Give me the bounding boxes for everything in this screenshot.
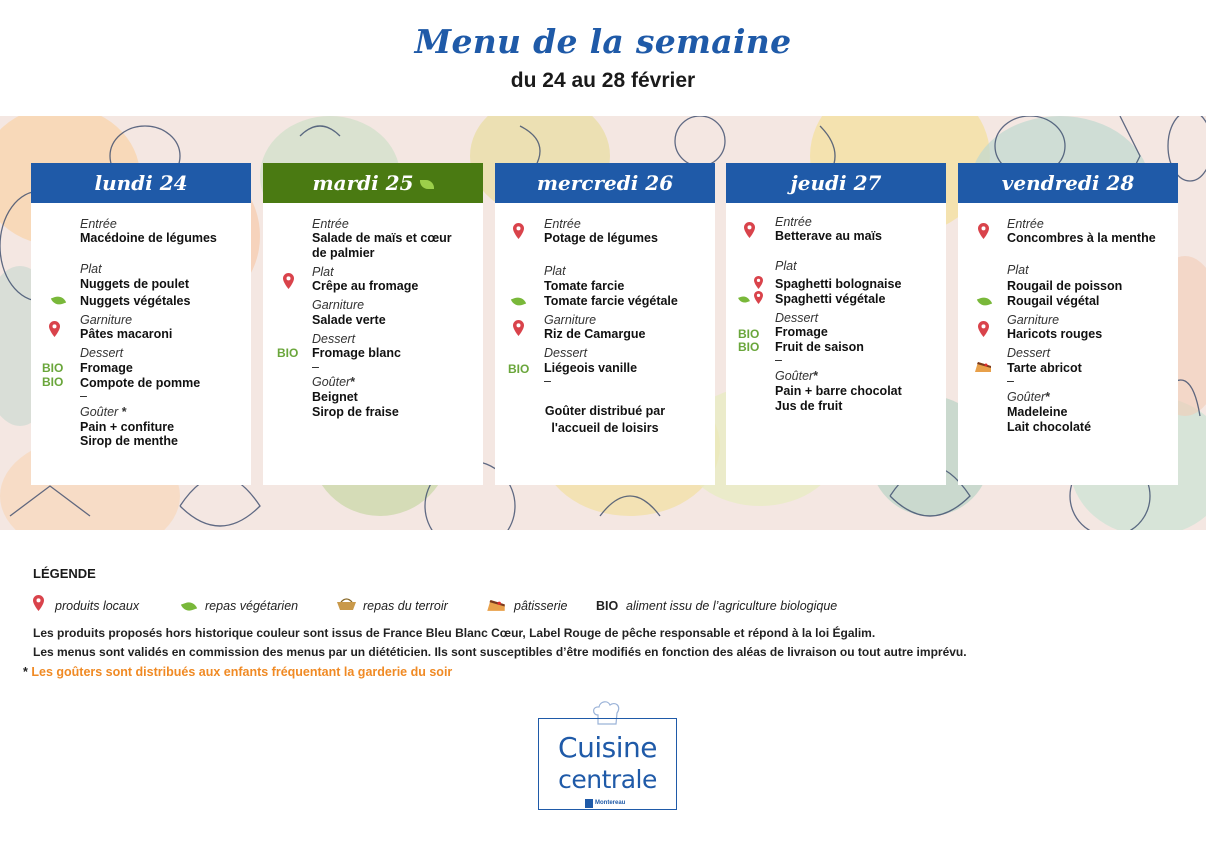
- entree-label: Entrée: [775, 215, 812, 229]
- day-card-vendredi: [958, 163, 1178, 485]
- location-pin-icon: [978, 223, 989, 239]
- garniture-label: Garniture: [312, 298, 365, 312]
- legend-local: produits locaux: [55, 599, 140, 613]
- plat-item: Crêpe au fromage: [312, 279, 419, 293]
- separator-dash: –: [544, 374, 551, 388]
- day-card-mercredi: [495, 163, 715, 485]
- dessert-item: Fromage: [775, 325, 828, 339]
- gouter-item: Lait chocolaté: [1007, 420, 1092, 434]
- day-header: mardi 25: [263, 163, 483, 203]
- plat-label: Plat: [1007, 263, 1029, 277]
- entree-item: Salade de maïs et cœur: [312, 231, 452, 245]
- dessert-label: Dessert: [775, 311, 819, 325]
- plat-item: Spaghetti bolognaise: [775, 277, 902, 291]
- page-subtitle: du 24 au 28 février: [510, 69, 696, 92]
- gouter-note-line: Goûter distribué par: [544, 404, 666, 418]
- plat-item: Tomate farcie végétale: [544, 294, 678, 308]
- legend-vegetarian: repas végétarien: [205, 599, 299, 613]
- cuisine-centrale-logo: [538, 718, 677, 810]
- entree-label: Entrée: [544, 217, 581, 231]
- dessert-label: Dessert: [1007, 346, 1051, 360]
- garniture-label: Garniture: [80, 313, 133, 327]
- garniture-item: Salade verte: [312, 313, 386, 327]
- leaf-icon: [51, 294, 66, 307]
- leaf-icon: [420, 180, 434, 189]
- dessert-item: Fruit de saison: [775, 340, 864, 354]
- day-card-lundi: [31, 163, 251, 485]
- dessert-item: Compote de pomme: [80, 376, 201, 390]
- plat-item: Rougail de poisson: [1007, 279, 1123, 293]
- garniture-label: Garniture: [1007, 313, 1060, 327]
- gouter-label: Goûter*: [312, 375, 356, 389]
- garniture-item: Riz de Camargue: [544, 327, 646, 341]
- footnote: * Les goûters sont distribués aux enfants fréquentant la garderie du soir: [23, 665, 453, 679]
- logo-city: Montereau: [595, 800, 626, 806]
- leaf-icon: [511, 295, 526, 308]
- gouter-item: Madeleine: [1007, 405, 1068, 419]
- plat-item: Nuggets de poulet: [80, 277, 190, 291]
- dessert-label: Dessert: [312, 332, 356, 346]
- bio-badge: BIO: [738, 327, 760, 341]
- legend-title: LÉGENDE: [33, 566, 96, 581]
- day-header: lundi 24: [31, 163, 251, 203]
- location-pin-icon: [513, 223, 524, 239]
- day-header: jeudi 27: [726, 163, 946, 203]
- day-card-jeudi: [726, 163, 946, 485]
- location-pin-icon: [283, 273, 294, 289]
- bio-badge: BIO: [596, 599, 619, 613]
- basket-icon: [337, 598, 356, 610]
- entree-item: Betterave au maïs: [775, 229, 883, 243]
- dessert-item: Tarte abricot: [1007, 361, 1082, 375]
- gouter-item: Pain + barre chocolat: [775, 384, 902, 398]
- dessert-item: Liégeois vanille: [544, 361, 638, 375]
- entree-item: Potage de légumes: [544, 231, 658, 245]
- day-header: mercredi 26: [495, 163, 715, 203]
- plat-label: Plat: [775, 259, 797, 273]
- garniture-item: Pâtes macaroni: [80, 327, 173, 341]
- entree-label: Entrée: [1007, 217, 1044, 231]
- legend-terroir: repas du terroir: [363, 599, 448, 613]
- entree-item: Concombres à la menthe: [1007, 231, 1156, 245]
- location-pin-icon: [49, 321, 60, 337]
- city-crest-icon: [585, 799, 593, 808]
- logo-line-2: centrale: [558, 765, 657, 794]
- entree-item: Macédoine de légumes: [80, 231, 217, 245]
- entree-label: Entrée: [312, 217, 349, 231]
- gouter-item: Sirop de menthe: [80, 434, 178, 448]
- location-pin-icon: [754, 276, 763, 289]
- entree-item: de palmier: [312, 246, 375, 260]
- location-pin-icon: [754, 291, 763, 304]
- garniture-label: Garniture: [544, 313, 597, 327]
- plat-item: Tomate farcie: [544, 279, 625, 293]
- plat-item: Rougail végétal: [1007, 294, 1100, 308]
- entree-label: Entrée: [80, 217, 117, 231]
- gouter-item: Sirop de fraise: [312, 405, 399, 419]
- dessert-label: Dessert: [544, 346, 588, 360]
- separator-dash: –: [1007, 374, 1014, 388]
- day-header: vendredi 28: [958, 163, 1178, 203]
- location-pin-icon: [744, 222, 755, 238]
- gouter-item: Beignet: [312, 390, 358, 404]
- separator-dash: –: [80, 389, 87, 403]
- dessert-label: Dessert: [80, 346, 124, 360]
- gouter-note-line: l'accueil de loisirs: [551, 421, 659, 435]
- info-line: Les menus sont validés en commission des menus par un diététicien. Ils sont susceptibles d’être modifiés en fonction des aléas de livraison ou tout autre imprévu.: [33, 645, 967, 659]
- legend-pastry: pâtisserie: [514, 599, 568, 613]
- plat-label: Plat: [544, 264, 566, 278]
- leaf-icon: [738, 295, 750, 305]
- bio-badge: BIO: [277, 346, 299, 360]
- gouter-label: Goûter *: [80, 405, 127, 419]
- gouter-item: Pain + confiture: [80, 420, 175, 434]
- gouter-label: Goûter*: [1007, 390, 1051, 404]
- bio-badge: BIO: [42, 375, 64, 389]
- location-pin-icon: [978, 321, 989, 337]
- plat-item: Spaghetti végétale: [775, 292, 886, 306]
- location-pin-icon: [33, 595, 44, 611]
- bio-badge: BIO: [42, 361, 64, 375]
- logo-line-1: Cuisine: [558, 731, 657, 764]
- separator-dash: –: [775, 353, 782, 367]
- gouter-label: Goûter*: [775, 369, 819, 383]
- leaf-icon: [181, 600, 197, 613]
- legend-bio: aliment issu de l’agriculture biologique: [626, 599, 838, 613]
- page-title: Menu de la semaine: [414, 22, 792, 61]
- plat-label: Plat: [80, 262, 102, 276]
- gouter-item: Jus de fruit: [775, 399, 843, 413]
- garniture-item: Haricots rouges: [1007, 327, 1103, 341]
- dessert-item: Fromage: [80, 361, 133, 375]
- day-card-mardi: [263, 163, 483, 485]
- plat-label: Plat: [312, 265, 334, 279]
- dessert-item: Fromage blanc: [312, 346, 401, 360]
- pastry-icon: [487, 600, 505, 612]
- bio-badge: BIO: [508, 362, 530, 376]
- leaf-icon: [977, 295, 992, 308]
- separator-dash: –: [312, 360, 319, 374]
- pastry-icon: [975, 362, 991, 373]
- plat-item: Nuggets végétales: [80, 294, 191, 308]
- location-pin-icon: [513, 320, 524, 336]
- bio-badge: BIO: [738, 340, 760, 354]
- info-line: Les produits proposés hors historique couleur sont issus de France Bleu Blanc Cœur, Label Rouge de pêche responsable et répond à la loi Égalim.: [33, 626, 876, 640]
